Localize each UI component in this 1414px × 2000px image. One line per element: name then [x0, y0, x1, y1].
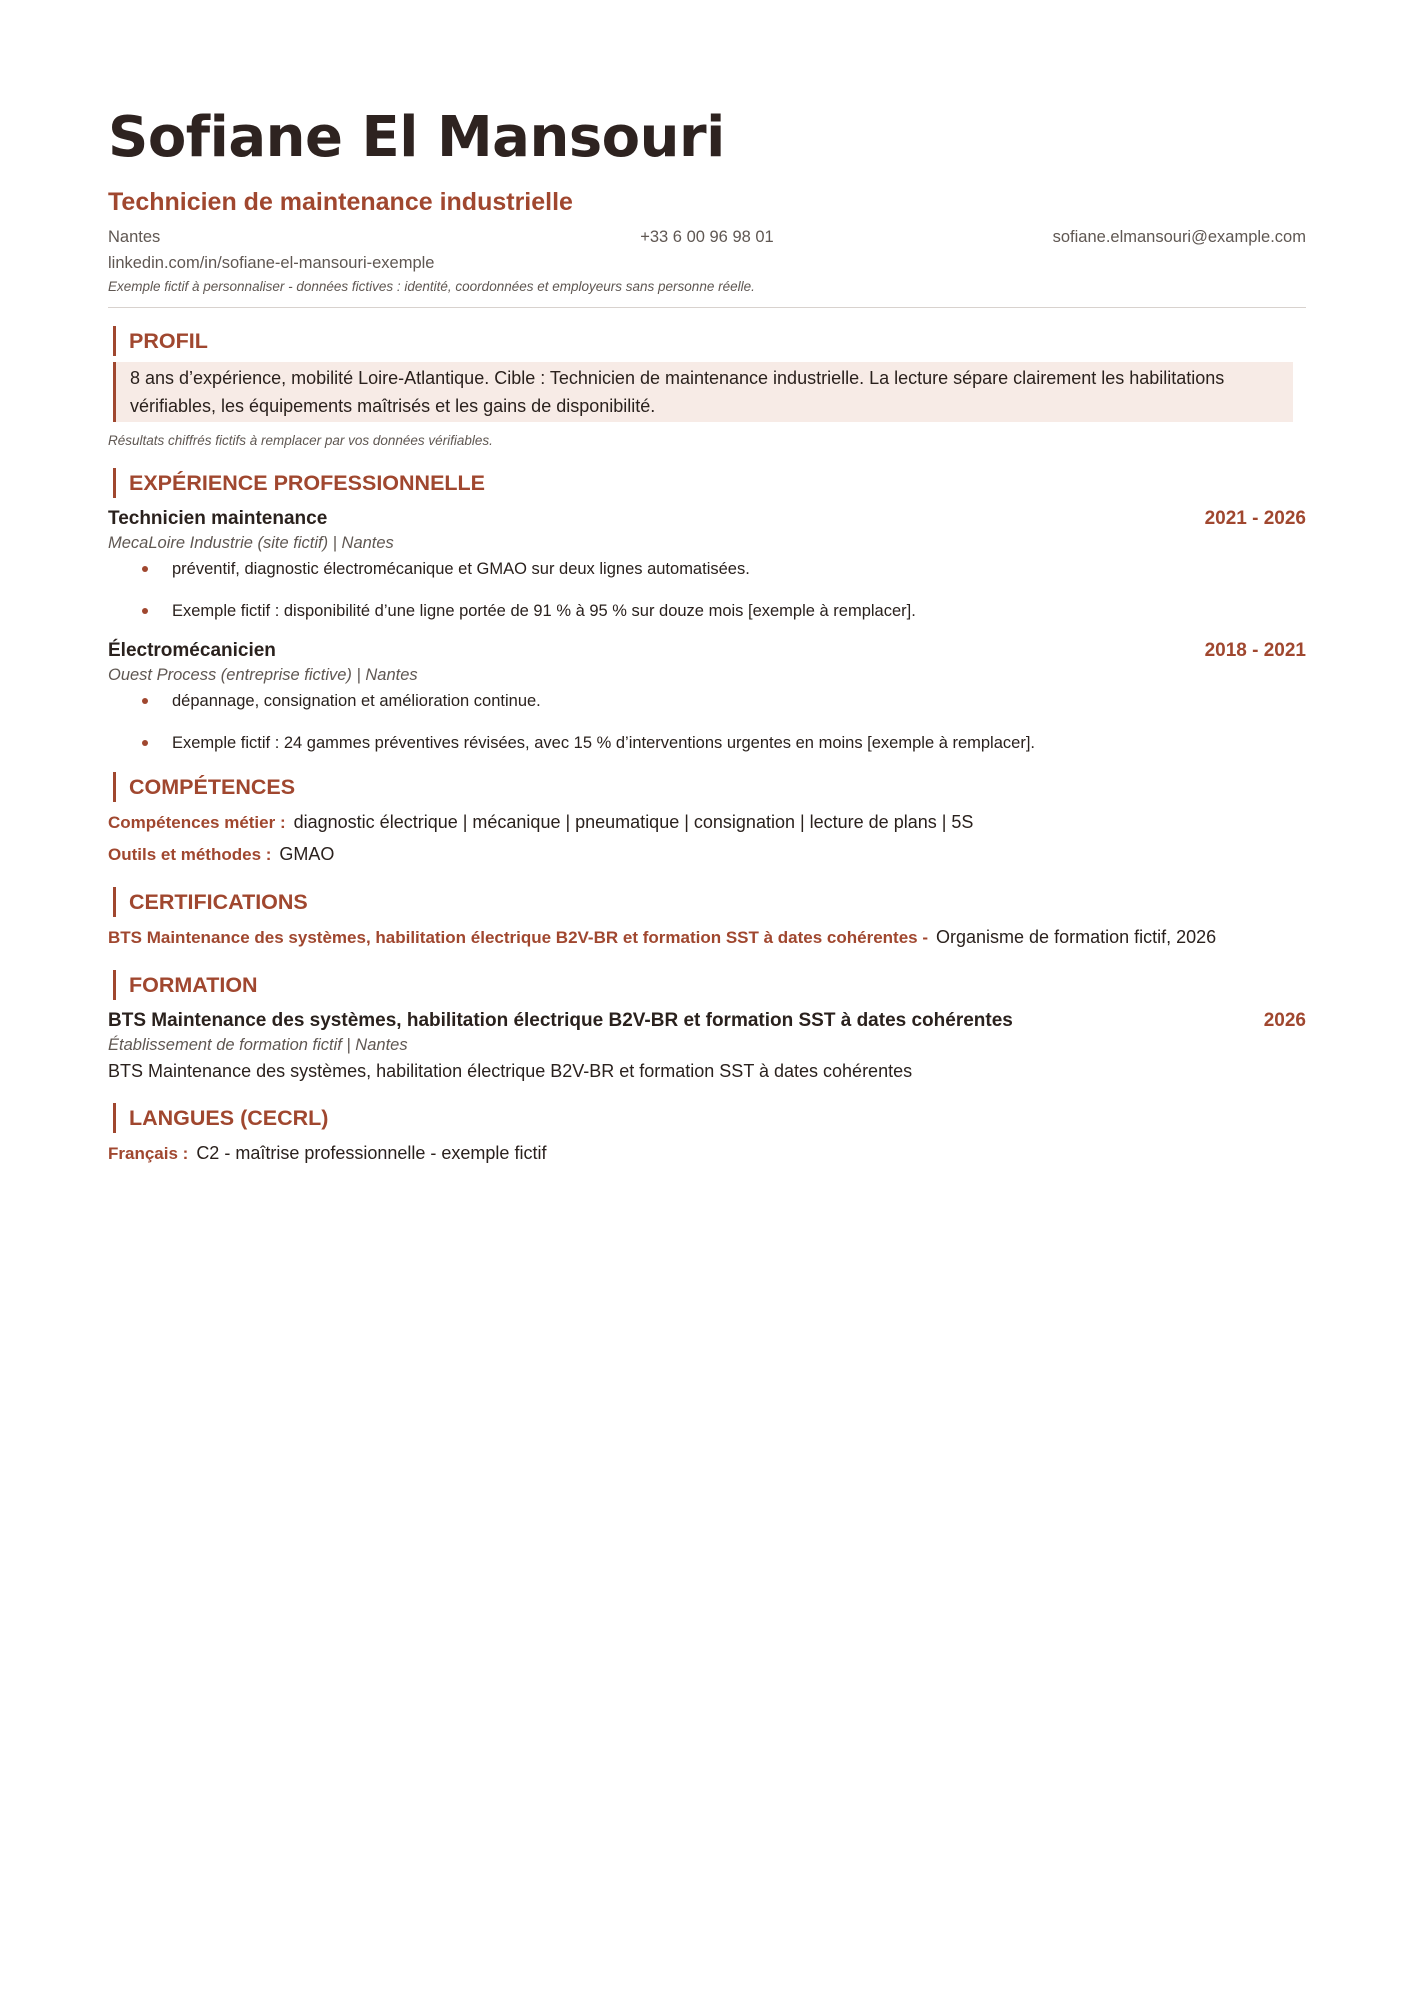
education-header: [108, 1008, 1306, 1034]
skills-label: Outils et méthodes :: [108, 845, 272, 864]
contact-city: Nantes: [108, 228, 161, 246]
education-year: 2026: [1263, 1010, 1306, 1031]
job-bullet: [108, 600, 1306, 622]
job-dates: 2021 - 2026: [1204, 508, 1306, 529]
contact-row: [108, 226, 1306, 248]
section-title-experience: EXPÉRIENCE PROFESSIONNELLE: [113, 468, 1306, 498]
resume-page: [108, 100, 1306, 1168]
target-job-title: Technicien de maintenance industrielle: [108, 188, 573, 216]
education-title: BTS Maintenance des systèmes, habilitation électrique B2V-BR et formation SST à dates cohérentes: [108, 1010, 1013, 1031]
section-title-languages: LANGUES (CECRL): [113, 1103, 1306, 1133]
job-bullet-text: préventif, diagnostic électromécanique et GMAO sur deux lignes automatisées.: [172, 560, 750, 578]
bullet-icon: [142, 740, 148, 746]
job-dates: 2018 - 2021: [1204, 640, 1306, 661]
job-title: Électromécanicien: [108, 640, 276, 661]
bullet-icon: [142, 698, 148, 704]
certification-value: Organisme de formation fictif, 2026: [936, 927, 1217, 947]
job-bullet-text: Exemple fictif : disponibilité d’une ligne portée de 91 % à 95 % sur douze mois [exemple à remplacer].: [172, 602, 916, 620]
skills-row: [108, 808, 1306, 837]
education-description: BTS Maintenance des systèmes, habilitation électrique B2V-BR et formation SST à dates cohérentes: [108, 1061, 913, 1081]
certification-label: BTS Maintenance des systèmes, habilitation électrique B2V-BR et formation SST à dates cohérentes -: [108, 928, 929, 947]
education-school: Établissement de formation fictif | Nantes: [108, 1036, 408, 1054]
job-bullet: [108, 732, 1306, 754]
job-bullets: [108, 690, 1306, 754]
contact-email: sofiane.elmansouri@example.com: [1052, 228, 1306, 246]
job-bullet: [108, 690, 1306, 712]
profile-summary: 8 ans d’expérience, mobilité Loire-Atlantique. Cible : Technicien de maintenance industrielle. La lecture sépare clairement les habilitations vérifiables, les équipements maîtrisés et les gains de disponibilité.: [113, 362, 1293, 422]
skills-row: [108, 840, 1306, 869]
job-title: Technicien maintenance: [108, 508, 328, 529]
header-divider: [108, 307, 1306, 308]
contact-phone: +33 6 00 96 98 01: [640, 228, 774, 246]
certification-entry: [108, 923, 1306, 952]
section-title-certifications: CERTIFICATIONS: [113, 887, 1306, 917]
job-bullet-text: dépannage, consignation et amélioration continue.: [172, 692, 541, 710]
fictional-disclaimer: Exemple fictif à personnaliser - données fictives : identité, coordonnées et employeurs sans personne réelle.: [108, 279, 755, 294]
section-title-profile: PROFIL: [113, 326, 1306, 356]
candidate-name: Sofiane El Mansouri: [108, 105, 725, 170]
job-bullet: [108, 558, 1306, 580]
education-entry: [108, 1008, 1306, 1085]
profile-note: Résultats chiffrés fictifs à remplacer par vos données vérifiables.: [108, 433, 493, 448]
job-entry: [108, 638, 1306, 754]
language-row: [108, 1139, 1306, 1168]
section-title-education: FORMATION: [113, 970, 1306, 1000]
job-header: [108, 638, 1306, 664]
skills-value: diagnostic électrique | mécanique | pneumatique | consignation | lecture de plans | 5S: [293, 812, 974, 832]
section-title-skills: COMPÉTENCES: [113, 772, 1306, 802]
language-label: Français :: [108, 1144, 189, 1163]
job-entry: [108, 506, 1306, 622]
job-header: [108, 506, 1306, 532]
job-company: Ouest Process (entreprise fictive) | Nantes: [108, 666, 418, 684]
contact-linkedin: linkedin.com/in/sofiane-el-mansouri-exemple: [108, 254, 435, 272]
skills-label: Compétences métier :: [108, 813, 286, 832]
job-company: MecaLoire Industrie (site fictif) | Nantes: [108, 534, 394, 552]
job-bullets: [108, 558, 1306, 622]
language-value: C2 - maîtrise professionnelle - exemple fictif: [196, 1143, 547, 1163]
bullet-icon: [142, 608, 148, 614]
bullet-icon: [142, 566, 148, 572]
skills-value: GMAO: [279, 844, 335, 864]
job-bullet-text: Exemple fictif : 24 gammes préventives révisées, avec 15 % d’interventions urgentes en moins [exemple à remplacer].: [172, 734, 1035, 752]
